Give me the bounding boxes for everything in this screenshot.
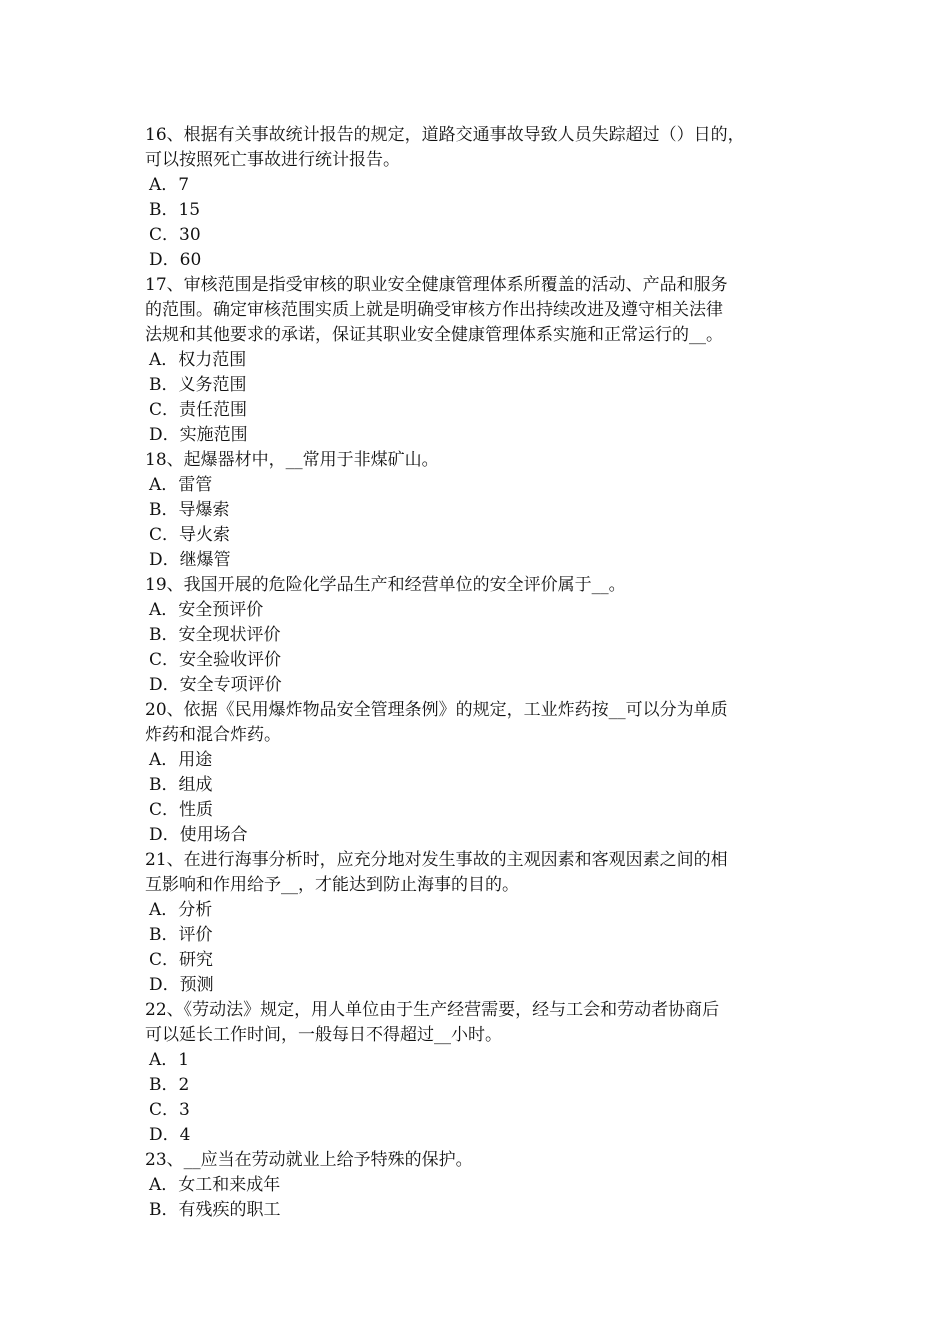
- answer-option: B．义务范围: [149, 375, 247, 395]
- question-block: [145, 998, 835, 1148]
- answer-option: A．安全预评价: [149, 600, 264, 620]
- question-text: 19、我国开展的危险化学品生产和经营单位的安全评价属于__。: [145, 575, 626, 595]
- question-text: 18、起爆器材中，__常用于非煤矿山。: [145, 450, 439, 470]
- answer-option: A．雷管: [149, 475, 213, 495]
- answer-option: B．组成: [149, 775, 213, 795]
- question-block: [145, 273, 835, 448]
- answer-option: B．评价: [149, 925, 213, 945]
- answer-option: A．7: [149, 175, 190, 195]
- question-block: [145, 123, 835, 273]
- question-block: [145, 698, 835, 848]
- answer-option: C．导火索: [149, 525, 231, 545]
- answer-option: D．使用场合: [149, 825, 248, 845]
- answer-option: A．分析: [149, 900, 213, 920]
- answer-option: D．预测: [149, 975, 214, 995]
- question-block: [145, 848, 835, 998]
- question-block: [145, 1148, 835, 1223]
- answer-option: D．4: [149, 1125, 191, 1145]
- question-text: 可以延长工作时间，一般每日不得超过__小时。: [145, 1025, 502, 1045]
- question-text: 16、根据有关事故统计报告的规定，道路交通事故导致人员失踪超过（）日的，: [145, 125, 745, 145]
- answer-option: A．1: [149, 1050, 190, 1070]
- answer-option: B．2: [149, 1075, 190, 1095]
- question-text: 17、审核范围是指受审核的职业安全健康管理体系所覆盖的活动、产品和服务: [145, 275, 728, 295]
- answer-option: B．导爆索: [149, 500, 230, 520]
- answer-option: C．性质: [149, 800, 214, 820]
- question-text: 20、依据《民用爆炸物品安全管理条例》的规定，工业炸药按__可以分为单质: [145, 700, 728, 720]
- question-list: [145, 123, 835, 1223]
- question-text: 的范围。确定审核范围实质上就是明确受审核方作出持续改进及遵守相关法律: [145, 300, 723, 320]
- answer-option: D．安全专项评价: [149, 675, 282, 695]
- answer-option: C．30: [149, 225, 201, 245]
- answer-option: C．安全验收评价: [149, 650, 282, 670]
- answer-option: B．15: [149, 200, 201, 220]
- answer-option: A．权力范围: [149, 350, 247, 370]
- answer-option: B．有残疾的职工: [149, 1200, 281, 1220]
- question-text: 互影响和作用给予__，才能达到防止海事的目的。: [145, 875, 519, 895]
- answer-option: A．用途: [149, 750, 213, 770]
- answer-option: D．继爆管: [149, 550, 231, 570]
- answer-option: C．研究: [149, 950, 214, 970]
- answer-option: C．3: [149, 1100, 190, 1120]
- answer-option: A．女工和来成年: [149, 1175, 281, 1195]
- answer-option: B．安全现状评价: [149, 625, 281, 645]
- answer-option: C．责任范围: [149, 400, 248, 420]
- question-text: 炸药和混合炸药。: [145, 725, 281, 745]
- question-block: [145, 573, 835, 698]
- question-text: 22、《劳动法》规定，用人单位由于生产经营需要，经与工会和劳动者协商后: [145, 1000, 720, 1020]
- question-text: 23、__应当在劳动就业上给予特殊的保护。: [145, 1150, 473, 1170]
- question-text: 可以按照死亡事故进行统计报告。: [145, 150, 400, 170]
- question-block: [145, 448, 835, 573]
- answer-option: D．60: [149, 250, 202, 270]
- answer-option: D．实施范围: [149, 425, 248, 445]
- question-text: 21、在进行海事分析时，应充分地对发生事故的主观因素和客观因素之间的相: [145, 850, 728, 870]
- question-text: 法规和其他要求的承诺，保证其职业安全健康管理体系实施和正常运行的__。: [145, 325, 723, 345]
